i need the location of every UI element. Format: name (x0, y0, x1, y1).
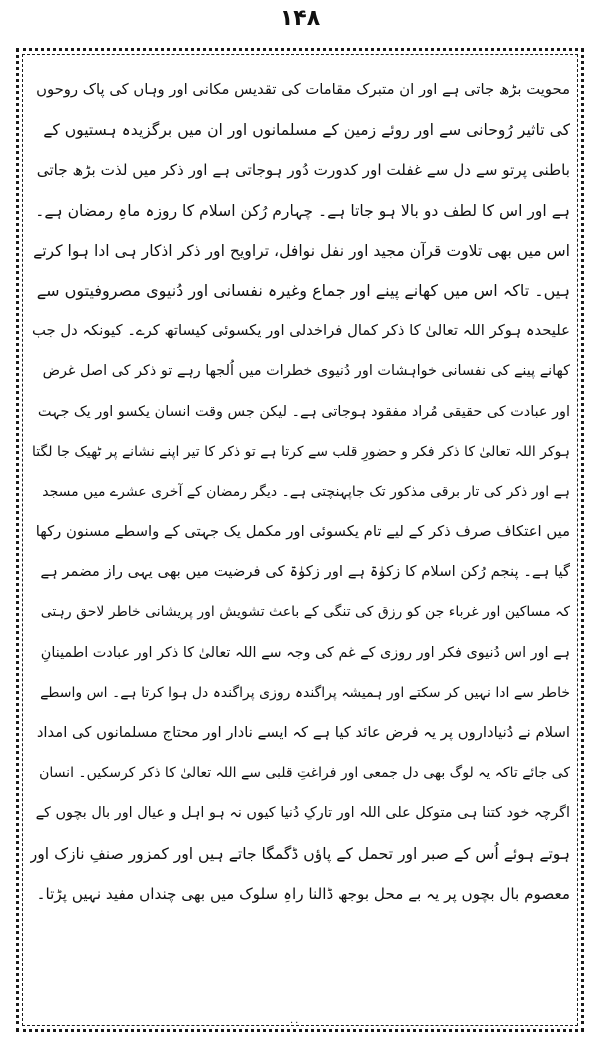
page-number: ۱۴۸ (279, 6, 321, 31)
text-line: خاطر سے ادا نہیں کر سکتے اور ہمیشہ پراگندہ روزی پراگندہ دل ہوا کرتا ہے۔ اس واسطے (40, 684, 570, 701)
text-line: باطنی پرتو سے دل سے غفلت اور کدورت دُور ہوجاتی ہے اور ذکر میں لذت بڑھ جاتی (36, 161, 570, 180)
text-line: ہیں۔ تاکہ اس میں کھانے پینے اور جماع وغیرہ نفسانی اور دُنیوی مصروفیتوں سے (36, 280, 570, 300)
text-line: کی تاثیر رُوحانی سے اور روئے زمین کے مسلمانوں اور ان میں برگزیدہ ہستیوں کے (43, 121, 570, 140)
text-line: کی جائے تاکہ یہ لوگ بھی دل جمعی اور فراغتِ قلبی سے اللہ تعالیٰ کا ذکر کرسکیں۔ انسان (39, 765, 570, 782)
text-line: ہوتے ہوئے اُس کے صبر اور تحمل کے پاؤں ڈگمگا جاتے ہیں اور کمزور صنفِ نازک اور (30, 844, 570, 863)
text-line: گیا ہے۔ پنجم رُکن اسلام کا زکوٰۃ ہے اور زکوٰۃ کی فرضیت میں بھی یہی راز مضمر ہے (40, 563, 570, 581)
text-line: کہ مساکین اور غرباء جن کو رزق کی تنگی کے باعث تشویش اور پریشانی خاطر لاحق رہتی (40, 604, 570, 621)
text-line: ہے اور اس کا لطف دو بالا ہو جاتا ہے۔ چہارم رُکن اسلام کا روزہ ماہِ رمضان ہے۔ (35, 201, 570, 220)
scan-mark: .. (290, 1015, 301, 1026)
text-line: ہے اور اس دُنیوی فکر اور روزی کے غم کی وجہ سے اللہ تعالیٰ کا ذکر اور عبادت اطمینانِ (40, 644, 570, 661)
text-line: اس میں بھی تلاوت قرآن مجید اور نفل نوافل، تراویح اور ذکر اذکار ہی ادا ہوا کرتے (33, 241, 570, 260)
text-line: علیحدہ ہوکر اللہ تعالیٰ کا ذکر کمال فراخدلی اور یکسوئی کیساتھ کرے۔ کیونکہ دل جب (31, 322, 570, 340)
text-line: اگرچہ خود کتنا ہی متوکل علی اللہ اور تارکِ دُنیا کیوں نہ ہو اہل و عیال اور بال بچوں کے (35, 805, 570, 822)
text-line: ہے اور ذکر کی تار برقی مذکور تک جاپہنچتی ہے۔ دیگر رمضان کے آخری عشرے میں مسجد (42, 483, 570, 500)
text-line: اسلام نے دُنیاداروں پر یہ فرض عائد کیا ہے کہ ایسے نادار اور محتاج مسلمانوں کی امداد (36, 724, 570, 741)
text-line: اور عبادت کی حقیقی مُراد مفقود ہوجاتی ہے۔ لیکن جس وقت انسان یکسو اور یک جہت (37, 403, 570, 420)
text-line: محویت بڑھ جاتی ہے اور ان متبرک مقامات کی تقدیس مکانی اور وہاں کی پاک روحوں (36, 81, 570, 98)
text-line: معصوم بال بچوں پر یہ بے محل بوجھ ڈالنا راہِ سلوک میں بھی چنداں مفید نہیں پڑتا۔ (36, 884, 570, 903)
text-line: کھانے پینے کی نفسانی خواہشات اور دُنیوی خطرات میں اُلجھا رہے تو ذکر کی اصل غرض (42, 363, 570, 380)
body-text (30, 70, 570, 914)
text-line: ہوکر اللہ تعالیٰ کا ذکر فکر و حضورِ قلب سے کرتا ہے تو ذکر کا تیر اپنے نشانے پر ٹھیک جا لگتا (32, 443, 570, 460)
text-line: میں اعتکاف صرف ذکر کے لیے تام یکسوئی اور مکمل یک جہتی کے واسطے مسنون رکھا (35, 523, 570, 541)
